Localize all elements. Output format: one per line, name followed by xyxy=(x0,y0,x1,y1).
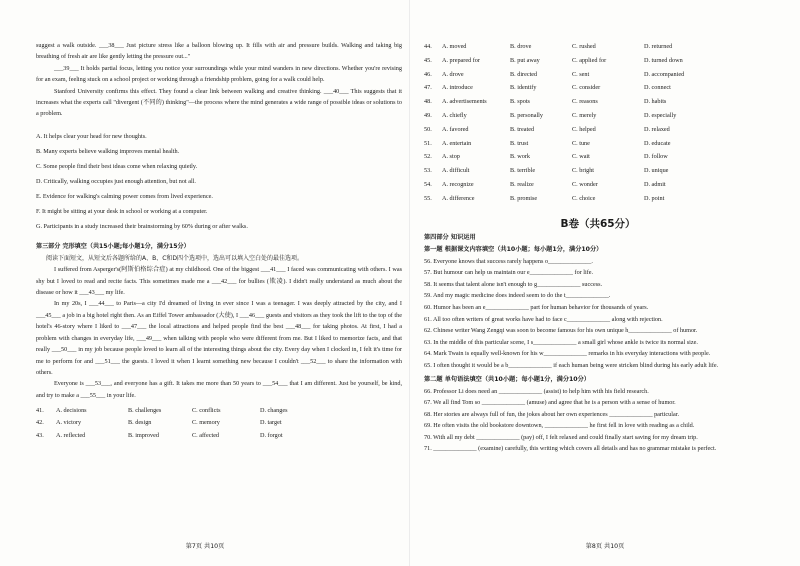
mcq-option-d: D. unique xyxy=(644,167,669,175)
mcq-number: 52. xyxy=(424,153,432,161)
mcq-row xyxy=(36,417,402,429)
mcq-option-a: A. advertisements xyxy=(442,98,487,106)
mcq-option-a: A. difficult xyxy=(442,167,470,175)
mcq-number: 54. xyxy=(424,180,432,188)
mcq-option-a: A. moved xyxy=(442,43,467,50)
option-a: A. It helps clear your head for new thoughts. xyxy=(36,132,147,140)
mcq-number: 43. xyxy=(36,431,44,439)
mcq-option-d: D. connect xyxy=(644,84,671,92)
mcq-option-c: C. sent xyxy=(572,70,590,78)
cloze-paragraph-2: In my 20s, I ___44___ to Paris—a city I'd dreamed of living in ever since I was a teenager. I was deeply attracted by the city, and I ___45___ a job in a big hotel right then. As an Eiffel Tower ambassador (大使), I ___46___ guests and visitors as they took the lift to the top of the hotel's 46-story where I liked to ___47___ the local attractions and helped people find the best ___48___ for taking photos. At first, I had a problem with changes in everyday life, ___49___ when talking with people who were different from me. But I liked to memorize facts, and that really ___50___ in my job because people loved to learn all of the interesting things about the city. Every day when I clocked in, I felt it's time for me to perform for and ___51___ the guests. I loved it when I learnt something new because I couldn't ___52___ to share the information with others. xyxy=(36,300,402,376)
mcq-row xyxy=(424,150,772,164)
grammar-item: 69. He often visits the old bookstore downtown, ______________ he first fell in love with reading as a child. xyxy=(424,422,695,430)
mcq-option-a: A. chiefly xyxy=(442,111,467,119)
mcq-option-b: B. work xyxy=(510,153,530,161)
mcq-option-a: A. favored xyxy=(442,125,469,133)
mcq-option-c: C. merely xyxy=(572,111,597,119)
page-8 xyxy=(410,0,800,566)
mcq-option-d: D. turned down xyxy=(644,56,683,64)
fill-item: 65. I often thought it would be a b______________ if each human being were stricken blind during his early adult life. xyxy=(424,361,719,369)
mcq-option-d: D. admit xyxy=(644,180,666,188)
mcq-row xyxy=(424,95,772,109)
mcq-option-a: A. entertain xyxy=(442,139,472,147)
part-4-title: 第四部分 知识运用 xyxy=(424,233,476,241)
mcq-option-d: D. especially xyxy=(644,111,677,119)
mcq-number: 45. xyxy=(424,56,432,64)
mcq-option-d: D. habits xyxy=(644,98,667,106)
fill-item: 64. Mark Twain is equally well-known for his w______________ remarks in his everyday interactions with people. xyxy=(424,350,711,358)
section-grammar-title: 第二题 单句语法填空（共10小题；每小题1分，满分10分） xyxy=(424,375,590,383)
mcq-option-d: D. target xyxy=(260,419,282,427)
fill-item: 57. But humour can help us maintain our e______________ for life. xyxy=(424,269,594,277)
grammar-item: 66. Professor Li does need an ______________ (assist) to help him with his field research. xyxy=(424,387,649,395)
mcq-row xyxy=(424,109,772,123)
option-d: D. Critically, walking occupies just enough attention, but not all. xyxy=(36,177,196,185)
mcq-option-b: B. drove xyxy=(510,43,532,50)
mcq-option-b: B. spots xyxy=(510,98,530,106)
fill-list-2 xyxy=(424,386,772,456)
section-fill-text-title: 第一题 根据课文内容填空（共10小题；每小题1分，满分10分） xyxy=(424,245,603,253)
cloze-paragraph-3: Everyone is ___53___, and everyone has a gift. It takes me more than 50 years to ___54___ that I am different. Just be yourself, be kind, and try to make a ___55___ in your life. xyxy=(36,380,402,399)
mcq-option-a: A. drove xyxy=(442,70,464,78)
mcq-number: 46. xyxy=(424,70,432,78)
mcq-option-c: C. memory xyxy=(192,419,220,427)
mcq-number: 49. xyxy=(424,111,432,119)
mcq-option-b: B. put away xyxy=(510,56,540,64)
option-e: E. Evidence for walking's calming power comes from lived experience. xyxy=(36,192,213,200)
grammar-item: 70. With all my debt ______________ (pay) off, I felt relaxed and could finally start saving for my dream trip. xyxy=(424,433,698,441)
mcq-row xyxy=(424,40,772,54)
mcq-option-c: C. applied for xyxy=(572,56,607,64)
answer-options xyxy=(36,129,402,234)
mcq-option-a: A. prepared for xyxy=(442,56,480,64)
mcq-option-d: D. educate xyxy=(644,139,671,147)
grammar-item: 71. ______________ (examine) carefully, this writing which covers all details and has no grammar mistake is perfect. xyxy=(424,445,717,453)
volume-b-title: B卷（共65分） xyxy=(560,217,636,230)
mcq-option-b: B. treated xyxy=(510,125,535,133)
mcq-number: 47. xyxy=(424,84,432,92)
mcq-option-d: D. accompanied xyxy=(644,70,685,78)
mcq-option-d: D. changes xyxy=(260,407,288,415)
mcq-row xyxy=(424,192,772,206)
mcq-row xyxy=(36,405,402,417)
mcq-option-d: D. point xyxy=(644,194,665,202)
mcq-option-b: B. terrible xyxy=(510,167,536,175)
mcq-option-c: C. wonder xyxy=(572,180,598,188)
fill-item: 56. Everyone knows that success rarely happens o______________. xyxy=(424,257,593,265)
mcq-option-a: A. introduce xyxy=(442,84,473,92)
mcq-row xyxy=(424,68,772,82)
mcq-option-b: B. trust xyxy=(510,139,529,147)
mcq-row xyxy=(424,164,772,178)
mcq-option-d: D. follow xyxy=(644,153,668,161)
mcq-option-a: A. reflected xyxy=(56,431,86,439)
mcq-option-b: B. directed xyxy=(510,70,538,78)
mcq-option-a: A. stop xyxy=(442,153,460,161)
option-f: F. It might be sitting at your desk in school or working at a computer. xyxy=(36,207,208,215)
mcq-option-a: A. recognize xyxy=(442,180,474,188)
mcq-option-c: C. consider xyxy=(572,84,601,92)
fill-item: 58. It seems that talent alone isn't enough to g______________ success. xyxy=(424,280,603,288)
passage-paragraph-3: Stanford University confirms this effect. They found a clear link between walking and creative thinking. ___40___ This suggests that it increases what the experts call "divergent (不同的) thinking"—the process where the mind generates a wide range of possible ideas or solutions to a problem. xyxy=(36,87,402,118)
mcq-option-b: B. design xyxy=(128,419,152,427)
mcq-number: 51. xyxy=(424,139,432,147)
option-g: G. Participants in a study increased their brainstorming by 60% during or after walks. xyxy=(36,222,248,230)
mcq-number: 48. xyxy=(424,98,432,106)
fill-item: 60. Humor has been an e______________ part for human behavior for thousands of years. xyxy=(424,303,649,311)
option-c: C. Some people find their best ideas come when relaxing quietly. xyxy=(36,162,198,170)
mcq-number: 44. xyxy=(424,43,432,50)
mcq-option-c: C. choice xyxy=(572,194,596,202)
mcq-option-c: C. rushed xyxy=(572,43,596,50)
mcq-option-d: D. returned xyxy=(644,43,673,50)
mcq-number: 55. xyxy=(424,194,432,202)
mcq-option-b: B. personally xyxy=(510,111,543,119)
mcq-option-b: B. realize xyxy=(510,180,534,188)
mcq-number: 41. xyxy=(36,407,44,415)
grammar-item: 68. Her stories are always full of fun, the jokes about her own experiences ______________ particular. xyxy=(424,410,679,418)
mcq-option-b: B. promise xyxy=(510,194,538,202)
mcq-option-a: A. difference xyxy=(442,194,475,202)
mcq-row xyxy=(424,54,772,68)
passage-paragraph-2: ___39___ It holds partial focus, letting you notice your surroundings while your mind wanders in new directions. Whether you're revising for an exam, feeling stuck on a school project or working through a friendship problem, going for a walk could help. xyxy=(36,64,402,84)
mcq-option-a: A. victory xyxy=(56,419,82,427)
mcq-row xyxy=(424,123,772,137)
mcq-row xyxy=(424,137,772,151)
fill-item: 62. Chinese writer Wang Zengqi was soon to become famous for his own unique h______________ of humor. xyxy=(424,327,698,335)
mcq-option-b: B. identify xyxy=(510,84,537,92)
mcq-option-c: C. helped xyxy=(572,125,596,133)
mcq-row xyxy=(36,430,402,442)
section-3-title: 第三部分 完形填空（共15小题;每小题1分，满分15分） xyxy=(36,242,190,250)
page-footer-right: 第8页 共10页 xyxy=(585,543,625,550)
mcq-row xyxy=(424,178,772,192)
mcq-list-right xyxy=(424,40,772,206)
page-footer-left: 第7页 共10页 xyxy=(185,543,225,550)
fill-item: 63. In the middle of this particular scene, I s______________ a small girl whose ankle is twice its normal size. xyxy=(424,338,698,346)
option-b: B. Many experts believe walking improves mental health. xyxy=(36,147,180,155)
mcq-row xyxy=(424,81,772,95)
section-3-instructions: 阅读下面短文，从短文后各题所给的A、B、C和D四个选项中，选出可以填入空白处的最佳选项。 xyxy=(46,254,304,262)
mcq-option-c: C. tune xyxy=(572,139,590,147)
mcq-option-b: B. improved xyxy=(128,431,159,439)
mcq-number: 50. xyxy=(424,125,432,133)
mcq-number: 53. xyxy=(424,167,432,175)
grammar-item: 67. We all find Tom so ______________ (amuse) and agree that he is a person with a sense of humor. xyxy=(424,399,676,407)
mcq-option-c: C. wait xyxy=(572,153,590,161)
cloze-paragraph-1: I suffered from Asperger's(阿斯伯格综合症) at my childhood. One of the biggest ___41___ I faced was communicating with others. I was shy but I loved to read and recite facts. This sometimes made me a ___42___ for bullies (欺凌). I didn't really understand as much about the disease or how it ___43___ my life. xyxy=(36,266,402,297)
mcq-option-c: C. reasons xyxy=(572,98,598,106)
fill-item: 59. And my magic medicine does indeed seem to do the t______________. xyxy=(424,292,611,300)
fill-item: 61. All too often writers of great works have had to face c______________ along with rejection. xyxy=(424,315,663,323)
mcq-option-d: D. forgot xyxy=(260,431,283,439)
mcq-option-c: C. conflicts xyxy=(192,407,221,415)
mcq-option-b: B. challenges xyxy=(128,407,162,415)
fill-list-1 xyxy=(424,256,772,372)
mcq-option-c: C. bright xyxy=(572,167,595,175)
mcq-list-left xyxy=(36,405,402,442)
mcq-option-d: D. relaxed xyxy=(644,125,670,133)
mcq-option-c: C. affected xyxy=(192,431,220,439)
mcq-number: 42. xyxy=(36,419,44,427)
mcq-option-a: A. decisions xyxy=(56,407,87,415)
passage-paragraph-1: suggest a walk outside. ___38___ Just picture stress like a balloon blowing up. It fills with air and pressure builds. Walking and taking big breathing of fresh air are like gently letting the pressure out..." xyxy=(36,42,402,61)
